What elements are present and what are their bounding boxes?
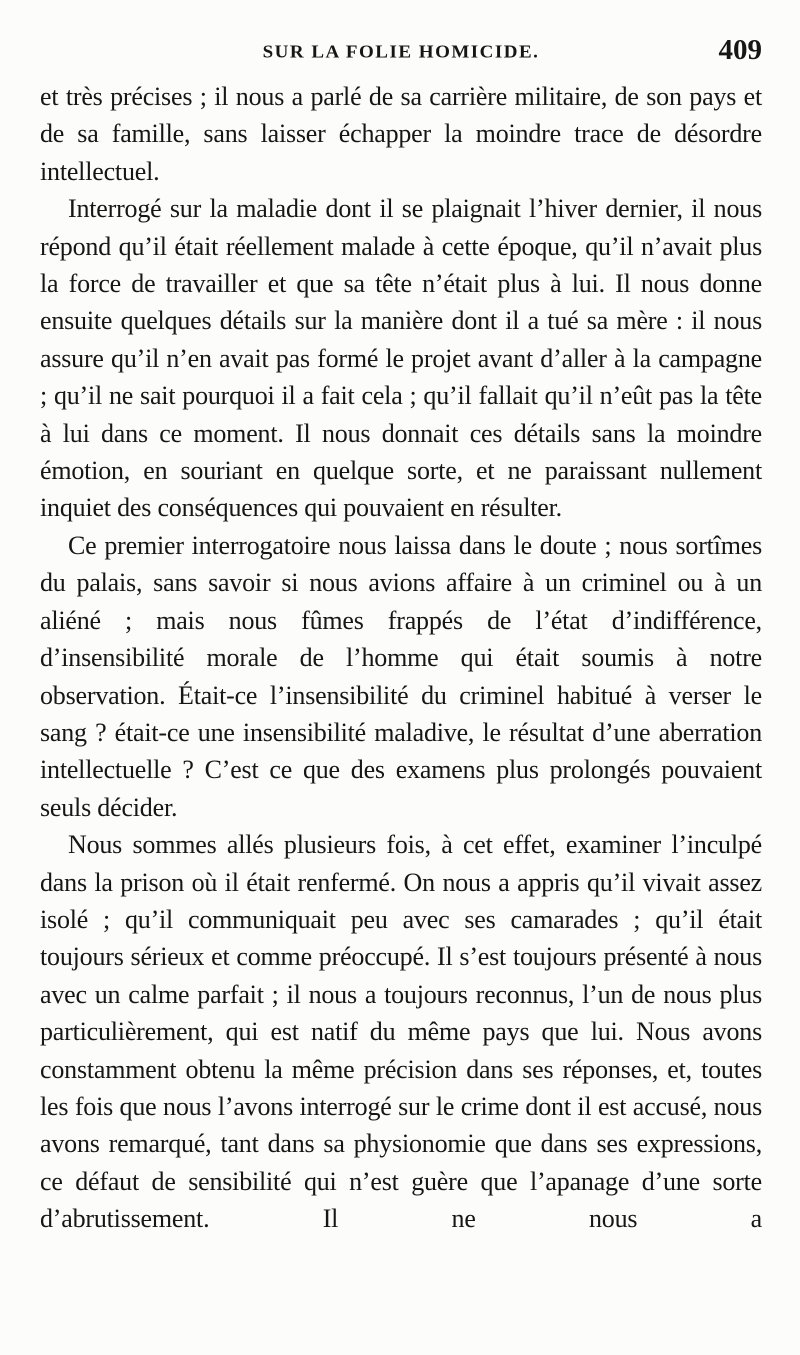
running-title: SUR LA FOLIE HOMICIDE. [262,42,540,63]
paragraph-interrogatoire: Ce premier interrogatoire nous laissa dans le doute ; nous sortîmes du palais, sans savoir si nous avions affaire à un criminel ou à un aliéné ; mais nous fûmes frappés de l’état d’indifférence, d’insensibilité morale de l’homme qui était soumis à notre observation. Était-ce l’insensibilité du criminel habitué à verser le sang ? était-ce une insensibilité maladive, le résultat d’une aberration intellectuelle ? C’est ce que des examens plus prolongés pouvaient seuls décider. [40,530,762,822]
body-text [40,78,762,1238]
page-number: 409 [718,34,762,66]
paragraph-prison: Nous sommes allés plusieurs fois, à cet effet, examiner l’inculpé dans la prison où il était renfermé. On nous a appris qu’il vivait assez isolé ; qu’il communiquait peu avec ses camarades ; qu’il était toujours sérieux et comme préoccupé. Il s’est toujours présenté à nous avec un calme parfait ; il nous a toujours reconnus, l’un de nous plus particulièrement, qui est natif du même pays que lui. Nous avons constamment obtenu la même précision dans ses réponses, et, toutes les fois que nous l’avons interrogé sur le crime dont il est accusé, nous avons remarqué, tant dans sa physionomie que dans ses expressions, ce défaut de sensibilité qui n’est guère que l’apanage d’une sorte d’abrutissement. Il ne nous a [40,830,762,1234]
paragraph-continuation: et très précises ; il nous a parlé de sa carrière militaire, de son pays et de sa famille, sans laisser échapper la moindre trace de désordre intellectuel. [40,82,762,186]
running-head [40,0,762,80]
paragraph-maladie: Interrogé sur la maladie dont il se plaignait l’hiver dernier, il nous répond qu’il était réellement malade à cette époque, qu’il n’avait plus la force de travailler et que sa tête n’était plus à lui. Il nous donne ensuite quelques détails sur la manière dont il a tué sa mère : il nous assure qu’il n’en avait pas formé le projet avant d’aller à la campagne ; qu’il ne sait pourquoi il a fait cela ; qu’il fallait qu’il n’eût pas la tête à lui dans ce moment. Il nous donnait ces détails sans la moindre émotion, en souriant en quelque sorte, et ne paraissant nullement inquiet des conséquences qui pouvaient en résulter. [40,194,762,523]
